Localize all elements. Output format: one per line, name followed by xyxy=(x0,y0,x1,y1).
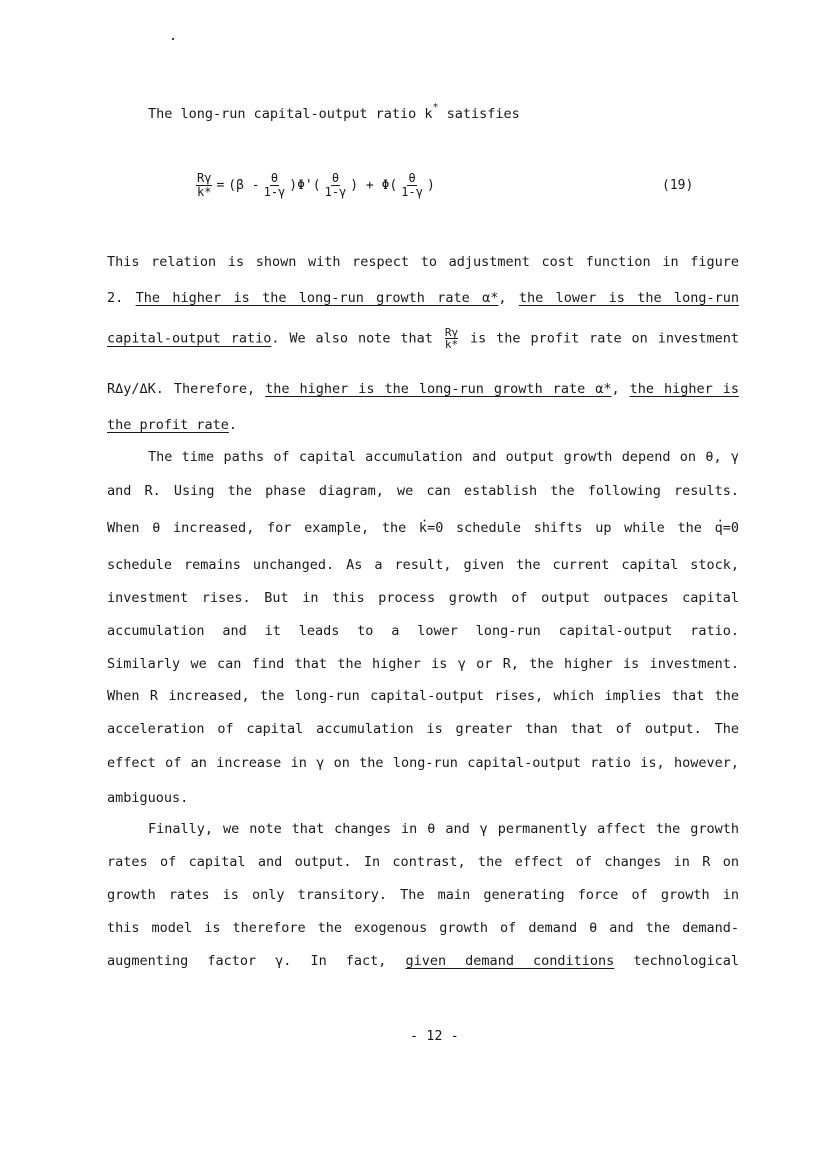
para1-line-4: RΔy/ΔK. Therefore, the higher is the long-run growth rate α*, the higher is xyxy=(107,381,739,397)
profit-rate-fraction: $\frac{R\gamma}{k*}$ xyxy=(444,326,459,351)
para2-line-8: When R increased, the long-run capital-output rises, which implies that the xyxy=(107,688,739,704)
eq-fraction-2: $\frac{\theta}{1-\gamma}$ xyxy=(324,171,347,199)
para2-line-4: schedule remains unchanged. As a result, given the current capital stock, xyxy=(107,557,739,573)
para2-line-10: effect of an increase in γ on the long-run capital-output ratio is, however, xyxy=(107,755,739,771)
eq-fraction-3: $\frac{\theta}{1-\gamma}$ xyxy=(401,171,423,199)
para2-line-5: investment rises. But in this process growth of output outpaces capital xyxy=(107,590,739,606)
eq-lhs-fraction: $\frac{R\gamma}{k*}$ xyxy=(197,171,212,199)
para2-line-9: acceleration of capital accumulation is greater than that of output. The xyxy=(107,721,739,737)
para1-line-3: capital-output ratio. We also note that $\frac{R\gamma}{k*}$ is the profit rate on investment xyxy=(107,326,739,351)
eq-fraction-1: $\frac{\theta}{1-\gamma}$ xyxy=(263,171,286,199)
para2-line-2: and R. Using the phase diagram, we can establish the following results. xyxy=(107,483,739,499)
para2-line-3: When θ increased, for example, the · k=0 schedule shifts up while the · q=0 xyxy=(107,518,739,538)
para2-line-1: The time paths of capital accumulation and output growth depend on θ, γ xyxy=(148,449,739,465)
para2-line-11: ambiguous. xyxy=(107,790,189,806)
equation-19: $\frac{R\gamma}{k*}$ = (β - $\frac{\theta}{1-\gamma}$ )Φ'( $\frac{\theta}{1-\gamma}$ ) + Φ( $\frac{\theta}{1-\gamma}$ ) xyxy=(197,171,435,199)
page-number: - 12 - xyxy=(410,1028,459,1044)
para3-line-3: growth rates is only transitory. The main generating force of growth in xyxy=(107,887,739,903)
para1-line-1: This relation is shown with respect to adjustment cost function in figure xyxy=(107,254,739,270)
para3-line-5: augmenting factor γ. In fact, given demand conditions technological xyxy=(107,953,739,969)
intro-sentence: The long-run capital-output ratio k* satisfies xyxy=(148,102,520,122)
para3-line-1: Finally, we note that changes in θ and γ permanently affect the growth xyxy=(148,821,739,837)
equation-number: (19) xyxy=(662,178,694,193)
para2-line-7: Similarly we can find that the higher is γ or R, the higher is investment. xyxy=(107,656,739,672)
para2-line-6: accumulation and it leads to a lower long-run capital-output ratio. xyxy=(107,623,739,639)
para3-line-2: rates of capital and output. In contrast, the effect of changes in R on xyxy=(107,854,739,870)
para1-line-5: the profit rate. xyxy=(107,417,238,433)
para3-line-4: this model is therefore the exogenous growth of demand θ and the demand- xyxy=(107,920,739,936)
scan-speck xyxy=(172,38,174,40)
para1-line-2: 2. The higher is the long-run growth rate α*, the lower is the long-run xyxy=(107,290,739,306)
